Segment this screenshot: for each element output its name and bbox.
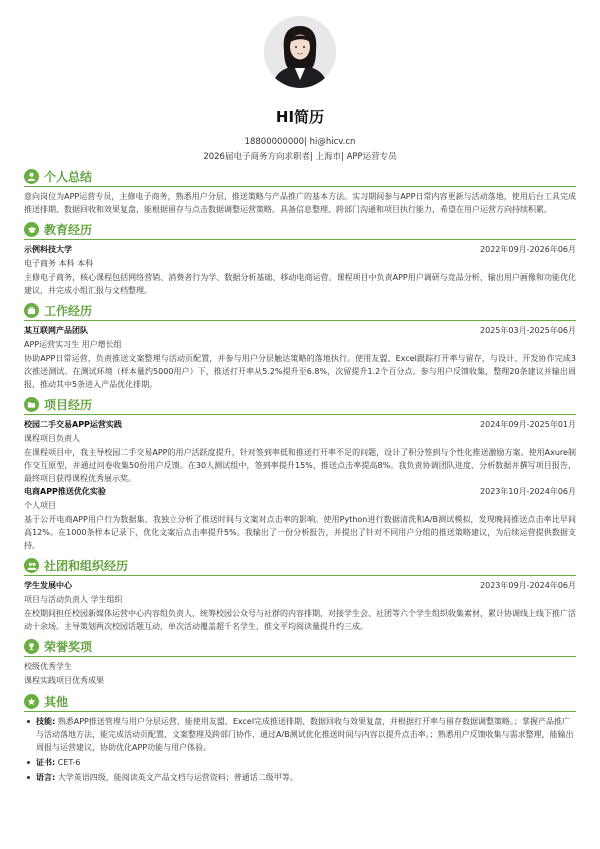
company-name: 某互联网产品团队: [24, 326, 88, 335]
other-list: [24, 715, 576, 784]
section-header: [24, 301, 576, 321]
project-item: [24, 418, 576, 485]
section-title: 社团和组织经历: [44, 558, 129, 573]
item-label: 证书:: [36, 758, 56, 767]
section-header: [24, 692, 576, 712]
summary-text: 意向岗位为APP运营专员，主修电子商务，熟悉用户分层、推送策略与产品推广的基本方法。实习期间参与APP日常内容更新与活动落地，使用后台工具完成推送排期、数据回收和效果复盘，能根据留存与点击数据调整运营策略。具备信息整理、跨部门沟通和项目执行能力，希望在用户运营方向持续积累。: [24, 192, 576, 214]
project-text: 基于公开电商APP用户行为数据集，我独立分析了推送时间与文案对点击率的影响。使用Python进行数据清洗和A/B测试模拟，发现晚间推送点击率比早间高12%。在1000条样本记录下，优化文案后点击率提升5%。我输出了一份分析报告，并提出了针对不同用户分组的推送策略建议，为后续运营提供数据支持。: [24, 515, 576, 550]
list-item: [24, 715, 576, 754]
resume-content: [24, 167, 576, 786]
section-title: 项目经历: [44, 397, 93, 412]
work-date: 2025年03月-2025年06月: [480, 326, 576, 335]
project-role: 课程项目负责人: [24, 434, 80, 443]
section-work: [24, 301, 576, 391]
project-item: [24, 485, 576, 552]
item-label: 语言:: [36, 773, 56, 782]
list-item: [24, 771, 576, 784]
award-item: 校级优秀学生: [24, 662, 72, 671]
campus-role: 项目与活动负责人 学生组织: [24, 595, 123, 604]
section-other: [24, 692, 576, 784]
contact-line-objective: 2026届电子商务方向求职者| 上海市| APP运营专员: [203, 152, 397, 162]
project-role: 个人项目: [24, 501, 56, 510]
award-item: 课程实践项目优秀成果: [24, 676, 104, 685]
list-item: [24, 756, 576, 769]
item-text: 大学英语四级，能阅读英文产品文档与运营资料；普通话二级甲等。: [55, 773, 298, 782]
person-icon: [24, 169, 39, 184]
project-name: 校园二手交易APP运营实践: [24, 420, 122, 429]
folder-icon: [24, 397, 39, 412]
project-entry-header: [24, 418, 576, 432]
school-name: 示例科技大学: [24, 245, 72, 254]
work-entry-header: [24, 324, 576, 338]
star-icon: [24, 694, 39, 709]
section-title: 个人总结: [44, 169, 93, 184]
education-text: 主修电子商务，核心课程包括网络营销、消费者行为学、数据分析基础、移动电商运营。课程项目中负责APP用户调研与竞品分析，输出用户画像和功能优化建议，并完成小组汇报与文档整理。: [24, 273, 576, 295]
project-text: 在课程项目中，我主导校园二手交易APP的用户活跃度提升，针对签到率低和推送打开率不足的问题，设计了积分签到与个性化推送激励方案。使用Axure制作交互原型，并通过问卷收集50份用户反馈。在30人测试组中，签到率提升15%，推送点击率提高8%。我负责协调团队进度、分析数据并撰写项目报告，最终项目获得课程优秀展示奖。: [24, 448, 576, 483]
section-title: 其他: [44, 694, 69, 709]
campus-date: 2023年09月-2024年06月: [480, 581, 576, 590]
item-label: 技能:: [36, 717, 56, 726]
section-campus: [24, 556, 576, 633]
graduation-cap-icon: [24, 222, 39, 237]
section-awards: [24, 637, 576, 688]
campus-entry-header: [24, 579, 576, 593]
section-title: 工作经历: [44, 303, 93, 318]
work-role: APP运营实习生 用户增长组: [24, 340, 122, 349]
project-entry-header: [24, 485, 576, 499]
profile-photo: [264, 16, 336, 88]
item-text: 熟悉APP推送管理与用户分层运营，能使用友盟、Excel完成推送排期、数据回收与效果复盘，并根据打开率与留存数据调整策略。；掌握产品推广与活动落地方法，能完成活动页配置、文案整理及跨部门协作，通过A/B测试优化推送时间与内容以提升点击率。；熟悉用户反馈收集与需求整理，能输出周报与运营建议，协助优化APP功能与用户体验。: [36, 717, 574, 752]
section-projects: [24, 395, 576, 552]
section-education: [24, 220, 576, 297]
section-title: 教育经历: [44, 222, 93, 237]
candidate-name: HI简历: [275, 108, 325, 126]
section-title: 荣誉奖项: [44, 639, 93, 654]
education-major: 电子商务 本科 本科: [24, 259, 94, 268]
section-header: [24, 556, 576, 576]
project-name: 电商APP推送优化实验: [24, 487, 106, 496]
section-header: [24, 167, 576, 187]
work-text: 协助APP日常运营，负责推送文案整理与活动页配置，并参与用户分层触达策略的落地执行。使用友盟、Excel跟踪打开率与留存，与设计、开发协作完成3次推送测试。在测试环境（样本量约5000用户）下，推送打开率从5.2%提升至6.8%，次留提升1.2个百分点。参与用户反馈收集，整理20条建议并输出周报，推动其中5条进入产品优化排期。: [24, 354, 576, 389]
project-date: 2024年09月-2025年01月: [480, 420, 576, 429]
section-header: [24, 637, 576, 657]
contact-line-phone-email: 18800000000| hi@hicv.cn: [244, 137, 356, 147]
item-text: CET-6: [55, 758, 81, 767]
project-date: 2023年10月-2024年06月: [480, 487, 576, 496]
briefcase-icon: [24, 303, 39, 318]
section-header: [24, 395, 576, 415]
trophy-icon: [24, 639, 39, 654]
education-date: 2022年09月-2026年06月: [480, 245, 576, 254]
contact-info: [0, 135, 600, 165]
section-summary: [24, 167, 576, 216]
section-header: [24, 220, 576, 240]
campus-text: 在校期间担任校园新媒体运营中心内容组负责人，统筹校园公众号与社群的内容排期，对接学生会、社团等六个学生组织收集素材，累计协调线上线下推广活动十余场。主导策划两次校园话题互动，单次活动覆盖超千名学生，推文平均阅读量提升约三成。: [24, 609, 576, 631]
group-icon: [24, 558, 39, 573]
organization-name: 学生发展中心: [24, 581, 72, 590]
education-entry-header: [24, 243, 576, 257]
